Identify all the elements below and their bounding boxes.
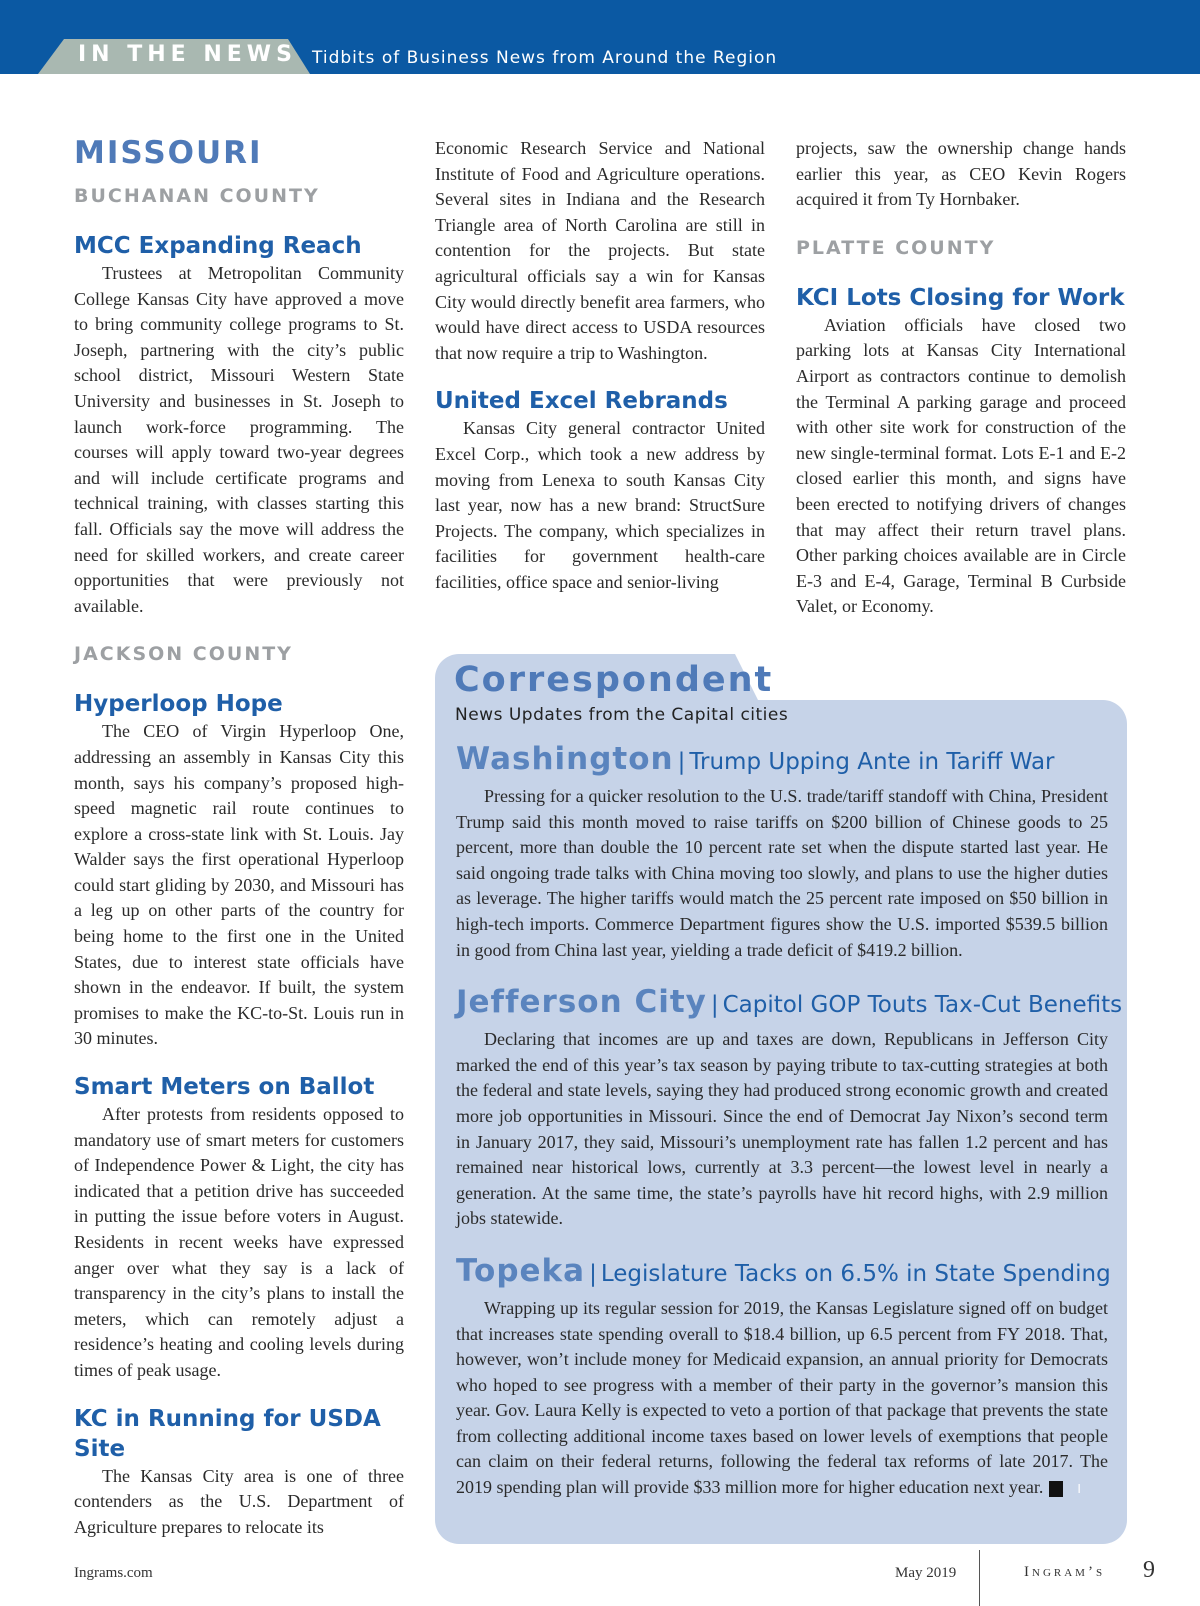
story-headline: Trump Upping Ante in Tariff War [689, 749, 1055, 775]
city-name: Washington [456, 741, 674, 777]
separator: | [677, 749, 686, 775]
story-body-text: Wrapping up its regular session for 2019, the Kansas Legislature signed off on budget that increases state spending overall to $18.4 billion, up 6.5 percent from FY 2018. That, however, won’t include money for Medicaid expansion, an annual priority for Democrats who hoped to see progress with a member of their party in the governor’s mansion this year. Gov. Laura Kelly is expected to veto a portion of that package that prevents the state from collecting additional income taxes based on lower levels of exemptions that people can claim on their federal returns, following the federal tax reforms of late 2017. The 2019 spending plan will provide $33 million more for higher education next year. [456, 1297, 1108, 1498]
separator: | [589, 1260, 597, 1287]
headline-hyperloop: Hyperloop Hope [74, 691, 283, 718]
footer-magazine: Ingram’s [1024, 1564, 1106, 1580]
headline-kci: KCI Lots Closing for Work [796, 284, 1125, 311]
headline-united-excel: United Excel Rebrands [435, 388, 728, 415]
story-headline: Legislature Tacks on 6.5% in State Spending [600, 1260, 1111, 1287]
story-heading [456, 740, 1108, 784]
story-body: Pressing for a quicker resolution to the U.S. trade/tariff standoff with China, President Trump said this month moved to raise tariffs on $200 billion of Chinese goods to 25 percent, more than double the 10 percent rate set when the dispute started last year. He said ongoing trade talks with China moving too slowly, and plans to use the higher duties as leverage. The higher tariffs would match the 25 percent rate imposed on $50 billion in high-tech imports. Commerce Department figures show the U.S. imported $539.5 billion in good from China last year, yielding a trade deficit of $419.2 billion. [456, 786, 1108, 960]
article-usda-part1: The Kansas City area is one of three contenders as the U.S. Department of Agriculture prepares to relocate its [74, 1465, 404, 1537]
separator: | [710, 992, 719, 1019]
footer-website: Ingrams.com [74, 1565, 153, 1581]
city-name: Topeka [456, 1252, 586, 1289]
headline-usda: KC in Running for USDA Site [74, 1405, 381, 1462]
section-tab-label: IN THE NEWS [78, 42, 297, 67]
story-heading [456, 983, 1123, 1027]
column-right [796, 136, 1126, 620]
headline-smart-meters: Smart Meters on Ballot [74, 1074, 375, 1101]
county-heading-platte: PLATTE COUNTY [796, 236, 996, 259]
column-left [74, 133, 404, 1540]
footer-date: May 2019 [895, 1565, 957, 1581]
county-heading-buchanan: BUCHANAN COUNTY [74, 185, 320, 207]
state-heading: MISSOURI [74, 135, 263, 171]
article-united-excel-part1: Kansas City general contractor United Excel Corp., which took a new address by moving from Lenexa to south Kansas City last year, now has a new brand: StructSure Projects. The company, which specializes in facilities for government health-care facilities, office space and senior-living [435, 418, 765, 592]
story-topeka [456, 1252, 1111, 1501]
story-jefferson-city [456, 983, 1123, 1232]
article-mcc: Trustees at Metropolitan Community College Kansas City have approved a move to bring community college programs to St. Joseph, partnering with the city’s public school district, Missouri Western State University and businesses in St. Joseph to launch work-force programming. The courses will apply toward two-year degrees and will include certificate programs and technical training, with classes starting this fall. Officials say the move will address the need for skilled workers, and create career opportunities that were previously not available. [74, 263, 404, 616]
story-body: Declaring that incomes are up and taxes are down, Republicans in Jefferson City marked the end of this year’s tax season by paying tribute to tax-cutting strategies at both the federal and state levels, saying they had produced strong economic growth and created more job opportunities in Missouri. Since the end of Democrat Jay Nixon’s second term in January 2017, they said, Missouri’s unemployment rate has fallen 1.2 percent and has remained near historical lows, currently at 3.3 percent—the lowest level in nearly a generation. At the same time, the state’s payrolls have hit record highs, with 2.9 million jobs statewide. [456, 1029, 1108, 1229]
article-kci: Aviation officials have closed two parking lots at Kansas City International Airport as contractors continue to demolish the Terminal A parking garage and proceed with other site work for construction of the new single-terminal format. Lots E-1 and E-2 closed earlier this month, and signs have been erected to notifying drivers of changes that may affect their return travel plans. Other parking choices available are in Circle E-3 and E-4, Garage, Terminal B Curbside Valet, or Economy. [796, 314, 1126, 617]
correspondent-title: Correspondent [454, 660, 774, 700]
headline-mcc: MCC Expanding Reach [74, 233, 362, 259]
footer-divider [979, 1550, 980, 1606]
correspondent-subtitle: News Updates from the Capital cities [455, 705, 789, 725]
story-body [456, 1296, 1108, 1501]
correspondent-stories [456, 740, 1123, 1501]
city-name: Jefferson City [456, 984, 707, 1021]
story-heading [456, 1252, 1111, 1296]
county-heading-jackson: JACKSON COUNTY [74, 643, 293, 666]
article-usda-part2: Economic Research Service and National Institute of Food and Agriculture operations. Several sites in Indiana and the Research Triangle area of North Carolina are still in contention for the projects. But state agricultural officials say a win for Kansas City would directly benefit area farmers, who would have direct access to USDA resources that now require a trip to Washington. [435, 138, 765, 363]
article-hyperloop: The CEO of Virgin Hyperloop One, addressing an assembly in Kansas City this month, says his company’s proposed high-speed magnetic rail route continues to explore a cross-state link with St. Louis. Jay Walder says the first operational Hyperloop could start gliding by 2030, and Missouri has a leg up on other parts of the country for being home to the first one in the United States, due to interest state officials have shown in the endeavor. If built, the system promises to make the KC-to-St. Louis run in 30 minutes. [74, 721, 404, 1049]
article-united-excel-part2: projects, saw the ownership change hands earlier this year, as CEO Kevin Rogers acquired it from Ty Hornbaker. [796, 138, 1126, 210]
story-washington [456, 740, 1108, 963]
page-number: 9 [1143, 1557, 1155, 1583]
header-tagline: Tidbits of Business News from Around the Region [312, 48, 778, 68]
end-mark-icon: I [1049, 1481, 1063, 1497]
story-headline: Capitol GOP Touts Tax-Cut Benefits [722, 992, 1123, 1019]
article-smart-meters: After protests from residents opposed to mandatory use of smart meters for customers of Independence Power & Light, the city has indicated that a petition drive has succeeded in putting the issue before voters in August. Residents in recent weeks have expressed anger over what they say is a lack of transparency in the city’s plans to install the meters, which can remotely adjust a residence’s heating and cooling levels during times of peak usage. [74, 1104, 404, 1380]
column-middle [435, 136, 765, 596]
